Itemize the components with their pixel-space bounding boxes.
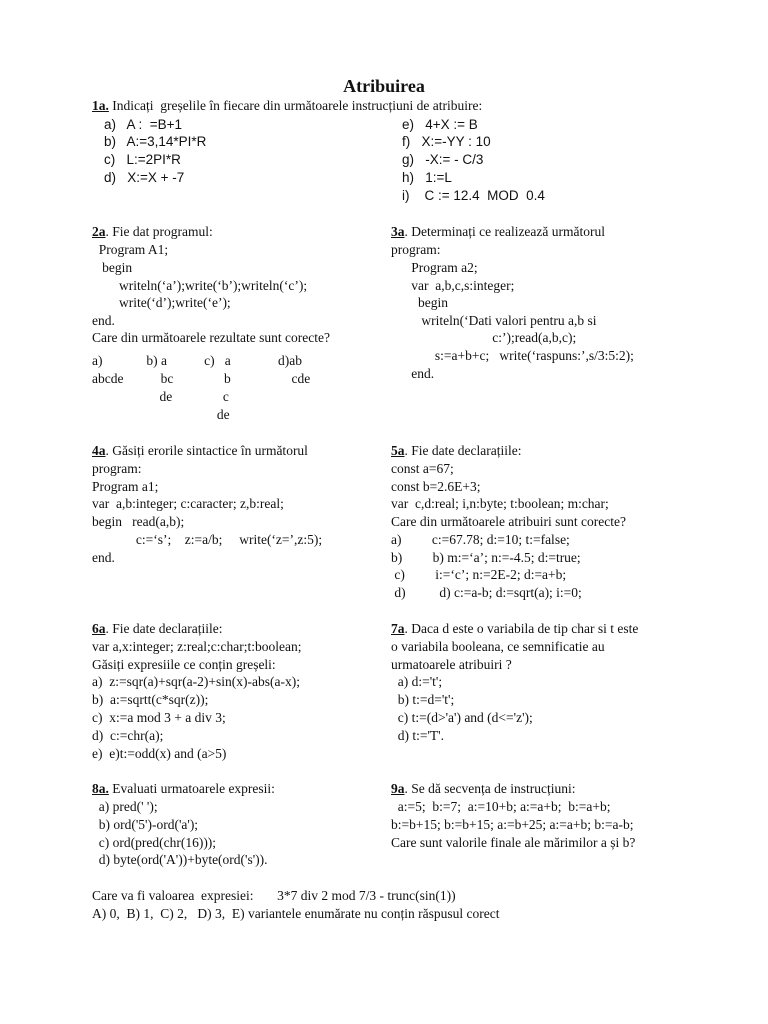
q7-line: o variabila booleana, ce semnificatie au [391, 639, 605, 654]
q1-item-c: c) L:=2PI*R [104, 152, 181, 167]
q2-number: 2a [92, 224, 106, 239]
q1-item-f: f) X:=-YY : 10 [402, 134, 491, 149]
q6-line: a) z:=sqr(a)+sqr(a-2)+sin(x)-abs(a-x); [92, 674, 300, 689]
q1-item-h: h) 1:=L [402, 170, 452, 185]
q1-item-g: g) -X:= - C/3 [402, 152, 484, 167]
q7-line: b) t:=d='t'; [391, 692, 455, 707]
q8-line: Evaluati urmatoarele expresii: [108, 781, 275, 796]
q3-line: writeln(‘Dati valori pentru a,b si [391, 313, 597, 328]
q1-item-e: e) 4+X := B [402, 117, 478, 132]
q5-line: c) i:=‘c’; n:=2E-2; d:=a+b; [391, 567, 567, 582]
q7-line: c) t:=(d>'a') and (d<='z'); [391, 710, 533, 725]
q5-number: 5a [391, 443, 405, 458]
q5-line: d) d) c:=a-b; d:=sqrt(a); i:=0; [391, 585, 582, 600]
q2-line: Care din următoarele rezultate sunt corecte? [92, 330, 330, 345]
q2-line: Program A1; [92, 242, 169, 257]
q5-line: const b=2.6E+3; [391, 479, 481, 494]
q1-item-d: d) X:=X + -7 [104, 170, 185, 185]
q9-line: Care sunt valorile finale ale mărimilor a și b? [391, 835, 636, 850]
q5-line: b) b) m:=‘a’; n:=-4.5; d:=true; [391, 550, 581, 565]
q2-option-line: a) b) a c) a d)ab [92, 353, 302, 368]
q2-line: write(‘d’);write(‘e’); [92, 295, 231, 310]
q2-line: begin [92, 260, 133, 275]
q8-line: a) pred(' '); [92, 799, 158, 814]
q2-line: end. [92, 313, 115, 328]
q2-option-line: abcde bc b cde [92, 371, 311, 386]
q8-line: b) ord('5')-ord('a'); [92, 817, 199, 832]
q3-line: . Determinați ce realizează următorul [404, 224, 606, 239]
q7-heading [391, 621, 638, 637]
q4-line: program: [92, 461, 142, 476]
q6-line: . Fie date declarațiile: [105, 621, 223, 636]
q3-line: end. [391, 366, 435, 381]
q1-item-b: b) A:=3,14*PI*R [104, 134, 207, 149]
q1-text: Indicați greșelile în fiecare din următoarele instrucțiuni de atribuire: [108, 98, 483, 113]
q4-line: Program a1; [92, 479, 159, 494]
q8-line: c) ord(pred(chr(16))); [92, 835, 217, 850]
q10-line: A) 0, B) 1, C) 2, D) 3, E) variantele enumărate nu conțin răspusul corect [92, 906, 500, 921]
q4-line: . Găsiți erorile sintactice în următorul [105, 443, 308, 458]
q2-line: . Fie dat programul: [105, 224, 213, 239]
q8-number: 8a. [92, 781, 109, 796]
q6-line: c) x:=a mod 3 + a div 3; [92, 710, 226, 725]
q3-line: Program a2; [391, 260, 478, 275]
q6-number: 6a [92, 621, 106, 636]
q6-line: var a,x:integer; z:real;c:char;t:boolean; [92, 639, 302, 654]
q8-heading [92, 781, 275, 797]
q1-number: 1a. [92, 98, 109, 113]
q6-line: Găsiți expresiile ce conțin greșeli: [92, 657, 276, 672]
q5-line: Care din următoarele atribuiri sunt corecte? [391, 514, 627, 529]
q3-line: c:’);read(a,b,c); [391, 330, 577, 345]
q2-option-line: de c [92, 389, 229, 404]
q3-line: var a,b,c,s:integer; [391, 278, 515, 293]
q1-item-a: a) A : =B+1 [104, 117, 183, 132]
q4-line: end. [92, 550, 115, 565]
q5-line: const a=67; [391, 461, 454, 476]
q7-line: a) d:='t'; [391, 674, 443, 689]
q9-line: . Se dă secvența de instrucțiuni: [404, 781, 576, 796]
q7-number: 7a [391, 621, 405, 636]
q5-line: . Fie date declarațiile: [404, 443, 522, 458]
q6-line: e) e)t:=odd(x) and (a>5) [92, 746, 227, 761]
q9-line: b:=b+15; b:=b+15; a:=b+25; a:=a+b; b:=a-b; [391, 817, 634, 832]
q1-item-i: i) C := 12.4 MOD 0.4 [402, 188, 545, 203]
q3-heading [391, 224, 605, 240]
q6-heading [92, 621, 222, 637]
q9-heading [391, 781, 575, 797]
q2-heading [92, 224, 213, 240]
q4-line: c:=‘s’; z:=a/b; write(‘z=’,z:5); [92, 532, 323, 547]
q2-option-line: de [92, 407, 230, 422]
q4-line: begin read(a,b); [92, 514, 185, 529]
q3-line: program: [391, 242, 441, 257]
page-title: Atribuirea [343, 76, 425, 96]
q4-line: var a,b:integer; c:caracter; z,b:real; [92, 496, 284, 511]
q7-line: . Daca d este o variabila de tip char si t este [404, 621, 639, 636]
q9-number: 9a [391, 781, 405, 796]
q4-heading [92, 443, 308, 459]
q10-line: Care va fi valoarea expresiei: 3*7 div 2 mod 7/3 - trunc(sin(1)) [92, 888, 456, 903]
q5-heading [391, 443, 521, 459]
q3-number: 3a [391, 224, 405, 239]
q6-line: d) c:=chr(a); [92, 728, 164, 743]
q9-line: a:=5; b:=7; a:=10+b; a:=a+b; b:=a+b; [391, 799, 611, 814]
q5-line: a) c:=67.78; d:=10; t:=false; [391, 532, 570, 547]
q1-heading [92, 98, 482, 114]
q7-line: d) t:='T'. [391, 728, 444, 743]
q7-line: urmatoarele atribuiri ? [391, 657, 512, 672]
q6-line: b) a:=sqrtt(c*sqr(z)); [92, 692, 209, 707]
q3-line: begin [391, 295, 448, 310]
q3-line: s:=a+b+c; write(‘raspuns:’,s/3:5:2); [391, 348, 634, 363]
q8-line: d) byte(ord('A'))+byte(ord('s')). [92, 852, 268, 867]
q2-line: writeln(‘a’);write(‘b’);writeln(‘c’); [92, 278, 308, 293]
q5-line: var c,d:real; i,n:byte; t:boolean; m:char; [391, 496, 609, 511]
q4-number: 4a [92, 443, 106, 458]
